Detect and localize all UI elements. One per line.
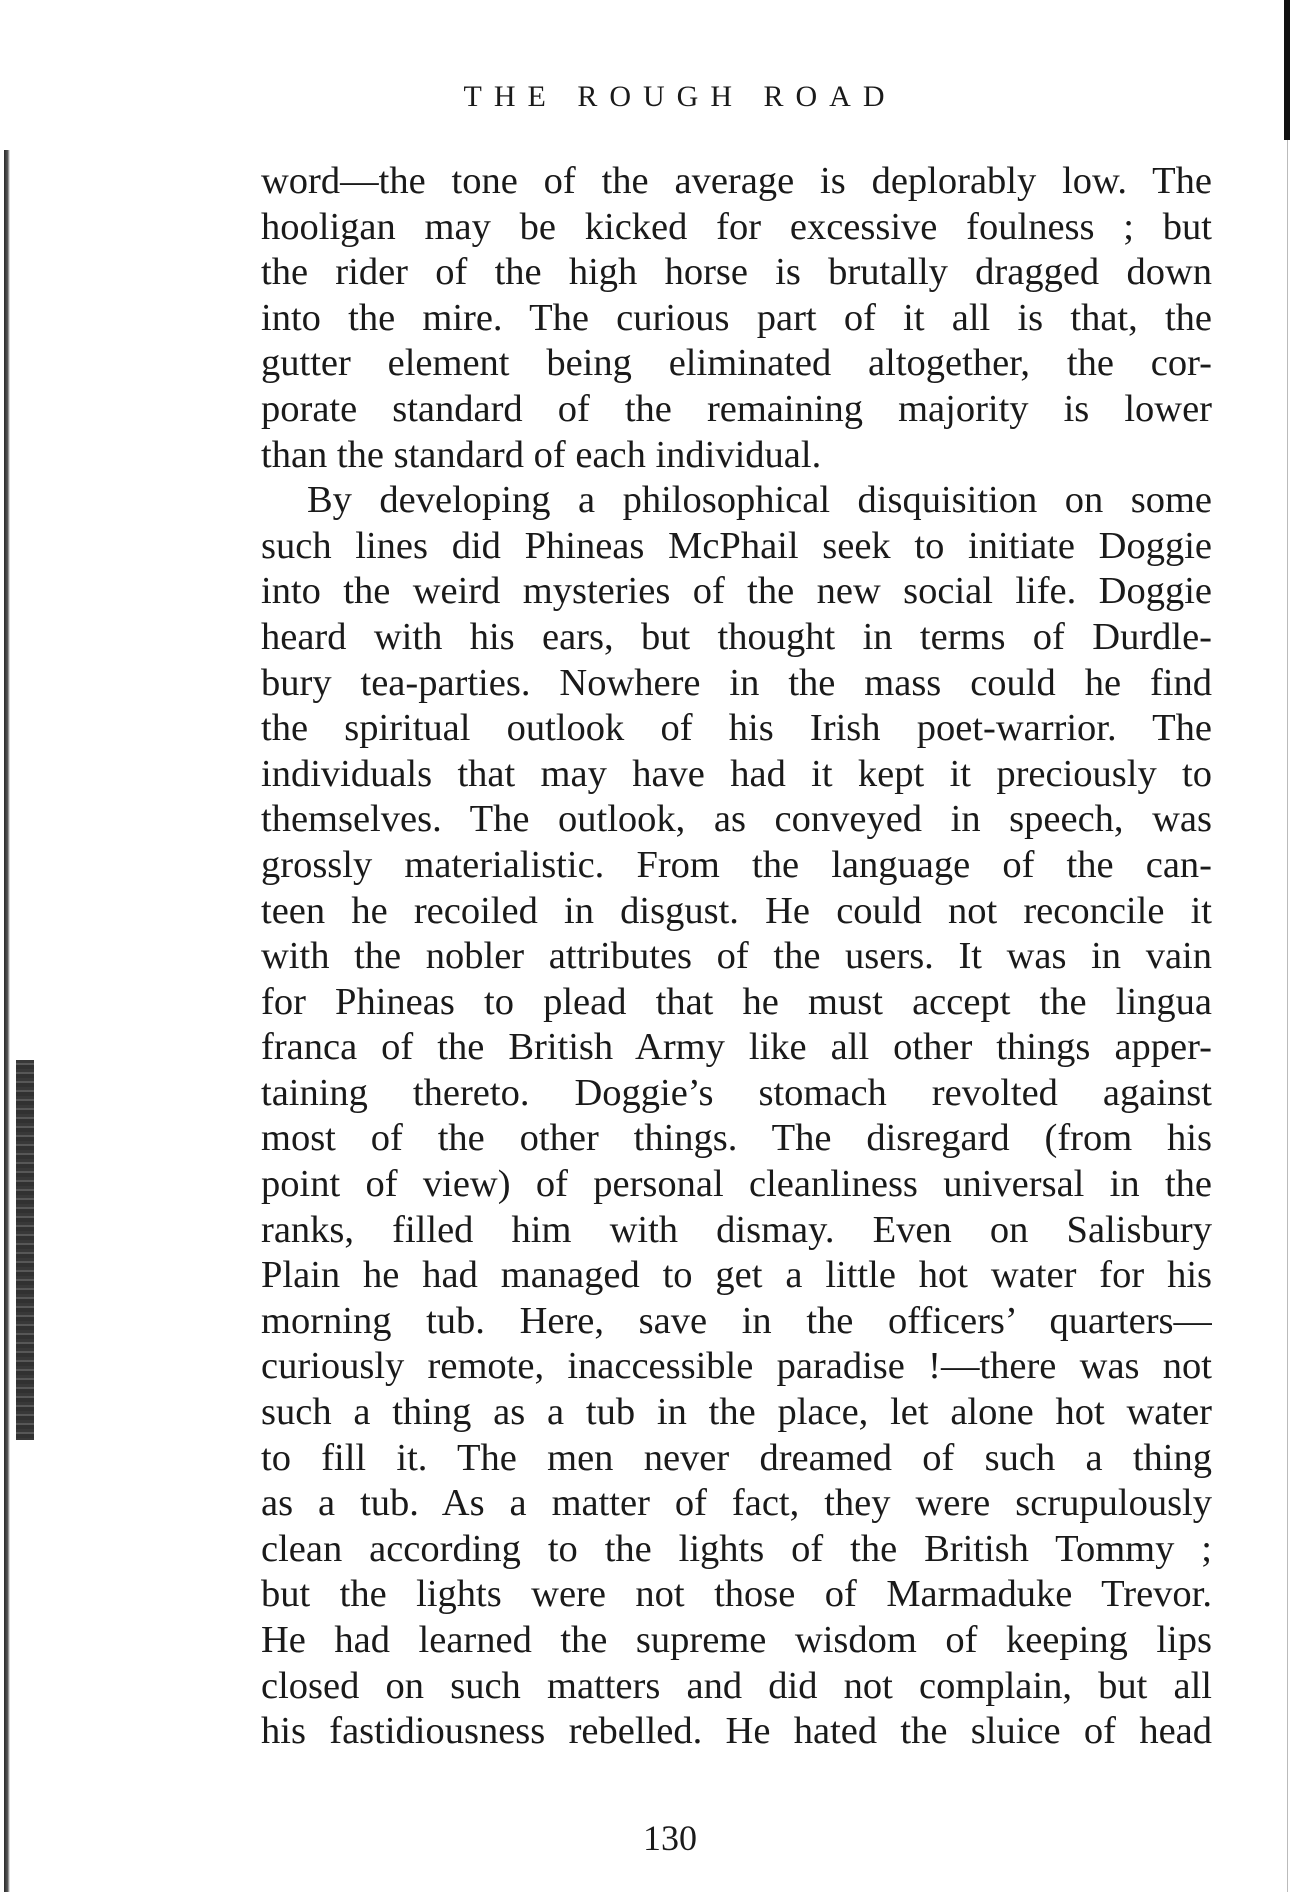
text-line: teen he recoiled in disgust. He could not reconcile it (261, 889, 1212, 932)
text-line: individuals that may have had it kept it preciously to (261, 752, 1212, 795)
text-line: into the mire. The curious part of it all is that, the (261, 296, 1212, 339)
text-line: the spiritual outlook of his Irish poet-warrior. The (261, 707, 1212, 750)
page-edge-line (1287, 140, 1288, 1892)
text-line: themselves. The outlook, as conveyed in speech, was (261, 798, 1212, 841)
page-number: 130 (643, 1818, 697, 1858)
text-line: such lines did Phineas McPhail seek to initiate Doggie (261, 524, 1212, 567)
page-edge-mark (1284, 0, 1290, 140)
text-line: porate standard of the remaining majority is lower (261, 387, 1212, 430)
text-line: franca of the British Army like all other things apper- (261, 1026, 1212, 1069)
binding-shadow (4, 150, 10, 1892)
text-line: ranks, filled him with dismay. Even on Salisbury (261, 1208, 1212, 1251)
text-line: morning tub. Here, save in the officers’ quarters— (261, 1299, 1212, 1342)
text-line: into the weird mysteries of the new social life. Doggie (261, 570, 1212, 613)
text-line: the rider of the high horse is brutally dragged down (261, 251, 1212, 294)
text-line: gutter element being eliminated altogether, the cor- (261, 342, 1212, 385)
text-line: but the lights were not those of Marmaduke Trevor. (261, 1573, 1212, 1616)
text-line: than the standard of each individual. (261, 433, 822, 476)
running-head: THE ROUGH ROAD (463, 80, 897, 113)
text-line-paragraph-start: By developing a philosophical disquisition on some (307, 479, 1212, 522)
text-line: most of the other things. The disregard (from his (261, 1117, 1212, 1160)
text-line: Plain he had managed to get a little hot water for his (261, 1254, 1212, 1297)
text-line: bury tea-parties. Nowhere in the mass could he find (261, 661, 1212, 704)
text-line: closed on such matters and did not complain, but all (261, 1664, 1212, 1707)
text-line: curiously remote, inaccessible paradise !—there was not (261, 1345, 1212, 1388)
text-line: such a thing as a tub in the place, let alone hot water (261, 1391, 1212, 1434)
text-line: with the nobler attributes of the users. It was in vain (261, 935, 1212, 978)
text-line: taining thereto. Doggie’s stomach revolted against (261, 1071, 1212, 1114)
text-line: word—the tone of the average is deplorably low. The (261, 160, 1212, 202)
body-text (261, 159, 1212, 1755)
text-line: point of view) of personal cleanliness universal in the (261, 1163, 1212, 1206)
text-line: heard with his ears, but thought in terms of Durdle- (261, 615, 1212, 658)
binding-smudge (16, 1060, 34, 1440)
text-line: as a tub. As a matter of fact, they were scrupulously (261, 1482, 1212, 1525)
text-line: grossly materialistic. From the language of the can- (261, 843, 1212, 886)
text-line: clean according to the lights of the British Tommy ; (261, 1527, 1212, 1570)
text-line: for Phineas to plead that he must accept the lingua (261, 980, 1212, 1023)
text-line: He had learned the supreme wisdom of keeping lips (261, 1619, 1212, 1661)
text-line: hooligan may be kicked for excessive foulness ; but (261, 205, 1212, 248)
text-line: his fastidiousness rebelled. He hated the sluice of head (261, 1710, 1212, 1753)
text-line: to fill it. The men never dreamed of such a thing (261, 1436, 1212, 1479)
